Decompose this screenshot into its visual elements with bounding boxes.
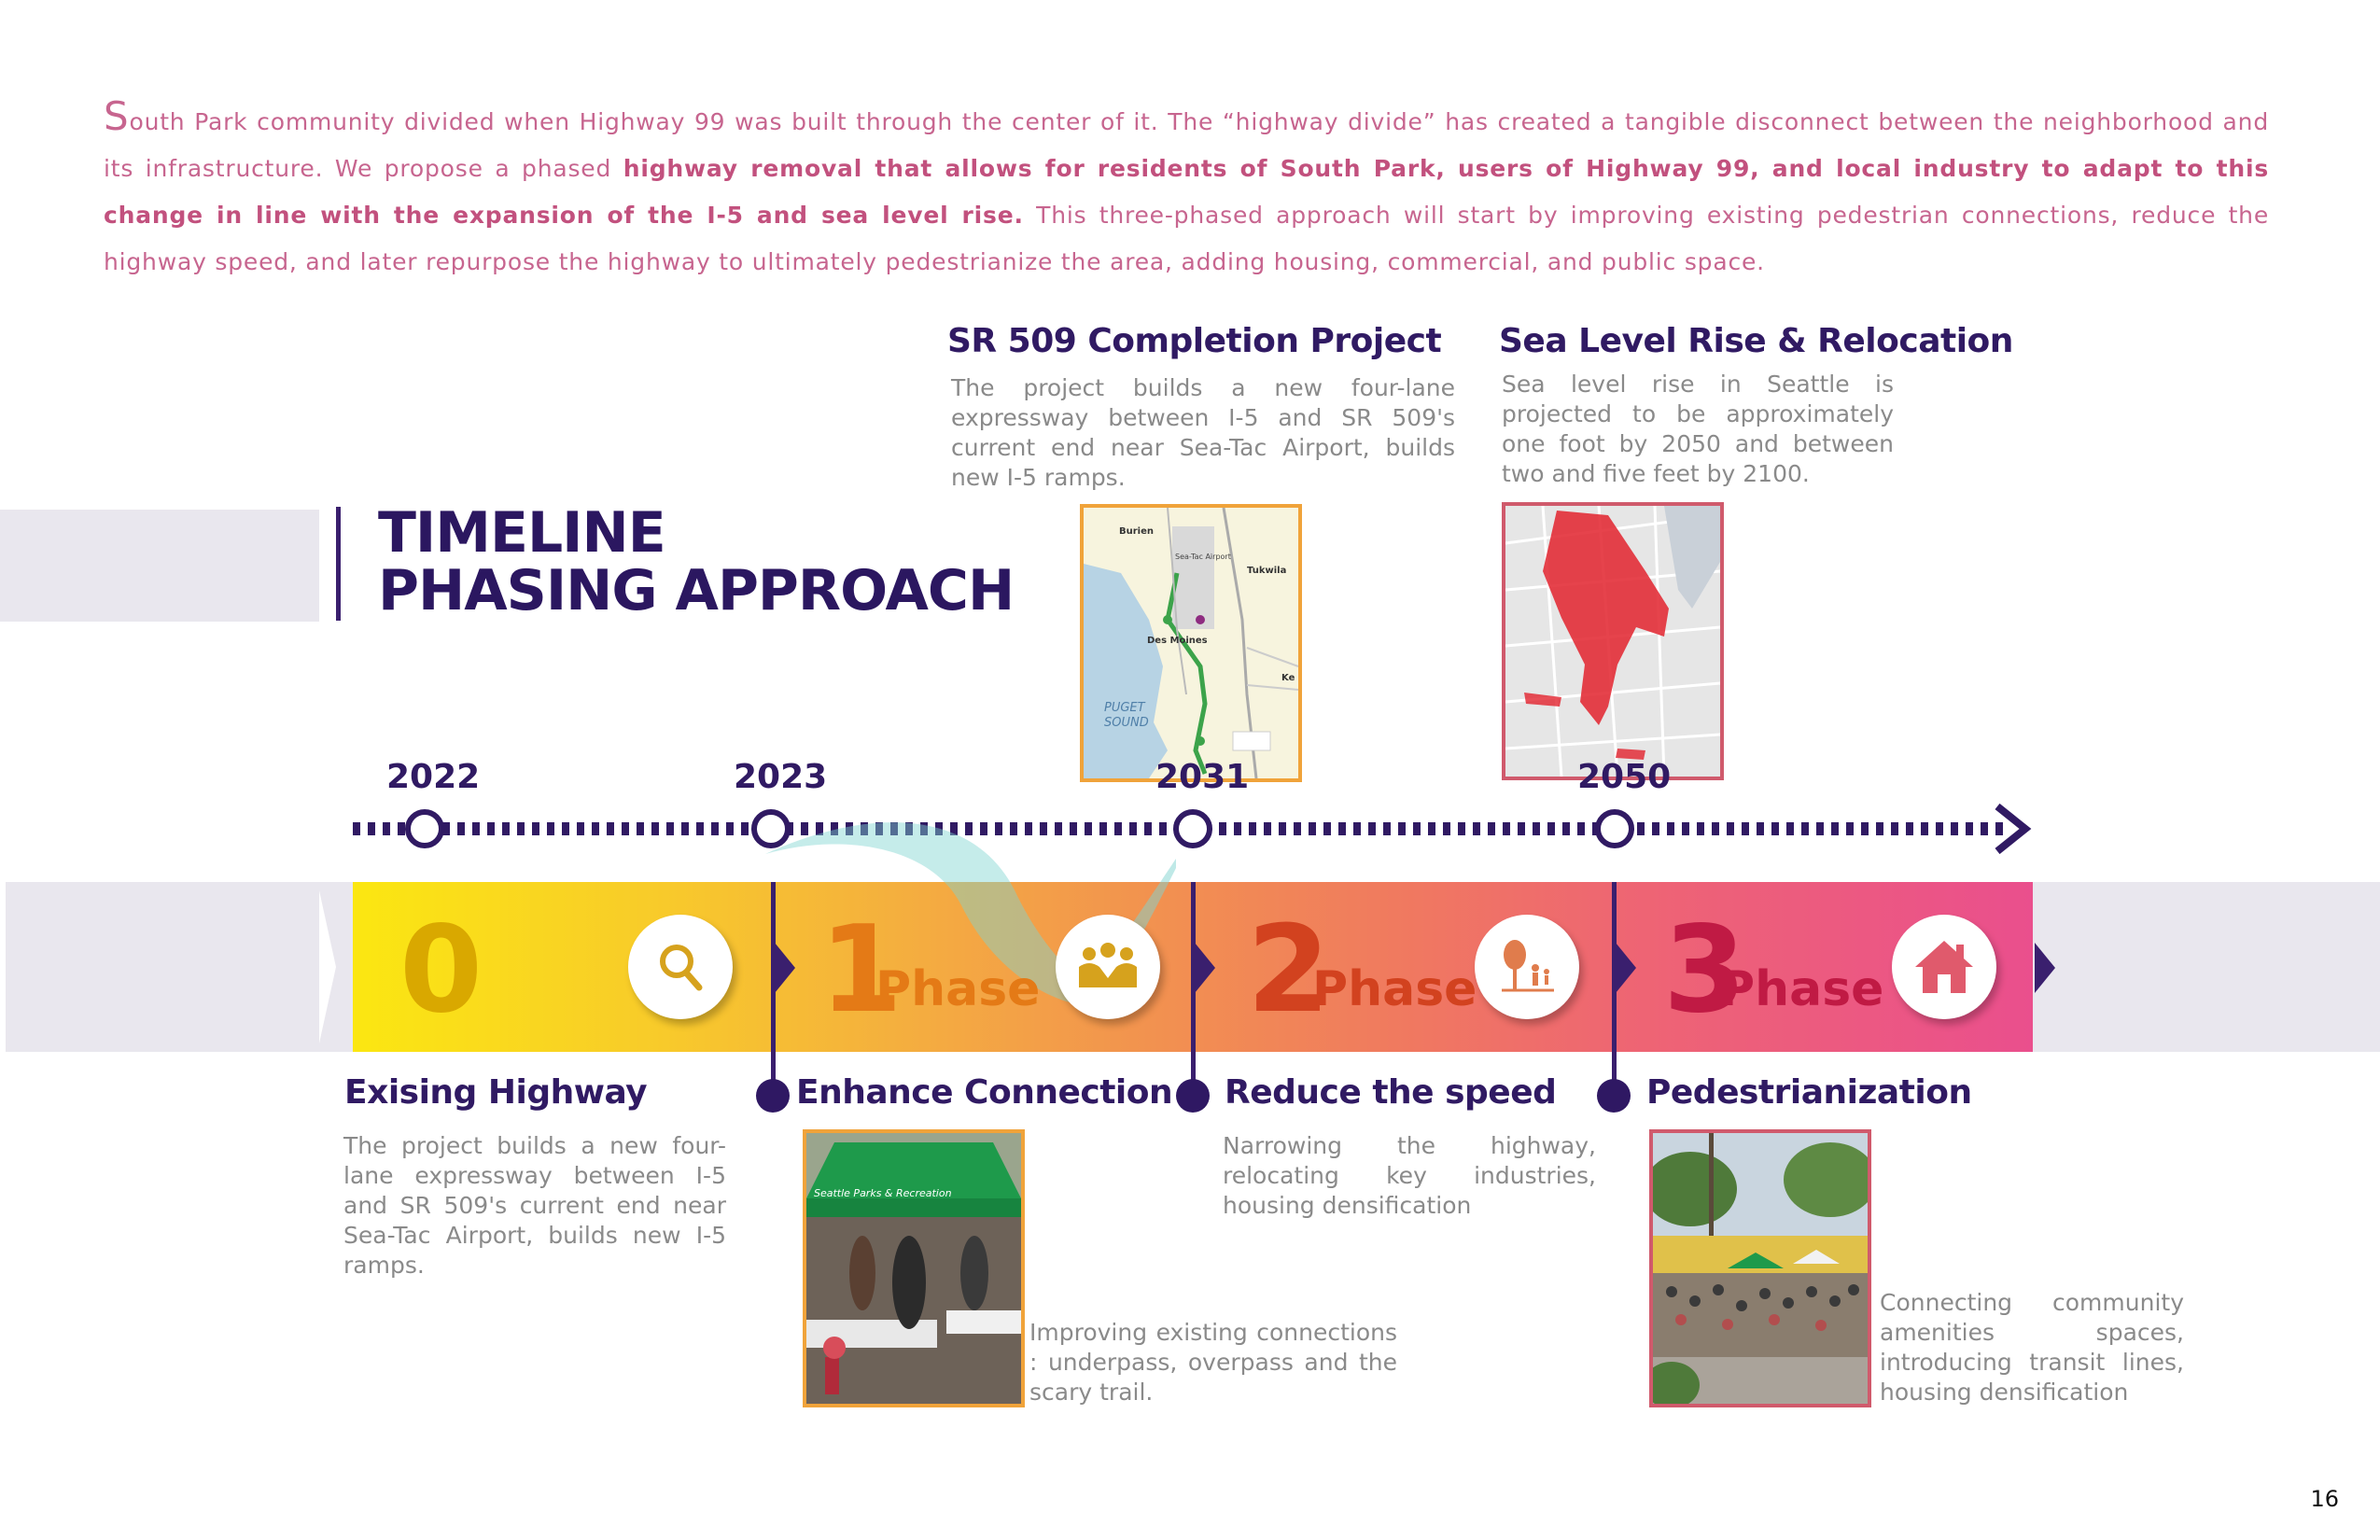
year-2022: 2022	[386, 758, 481, 796]
intro-text-1: outh Park community divided when Highway 99 was built through the center of it. The “highway divide” has created a tangible disconnect between the neighborhood and its infrastructure. We propose a phased	[104, 108, 2269, 182]
sea-level-map-svg	[1505, 506, 1720, 777]
intro-text-bold: highway removal that allows for residents of South Park, users of Highway 99, and local industry to adapt to this change in line with the expansion of the I-5 and sea level rise.	[104, 155, 2269, 229]
divider-arrow-3	[1616, 943, 1638, 993]
map-label-seatac: Sea-Tac Airport	[1175, 553, 1231, 561]
left-grey-band	[6, 882, 319, 1052]
phase-1-label: Phase	[875, 961, 1041, 1017]
phase-3-label: Phase	[1719, 961, 1884, 1017]
title-line-2: PHASING APPROACH	[378, 558, 1015, 623]
map-label-desmoines: Des Moines	[1147, 636, 1208, 646]
park-family-icon	[1475, 915, 1579, 1019]
phase-3-number: 3	[1663, 901, 1747, 1040]
map-label-puget: PUGET	[1104, 701, 1145, 715]
map-label-burien: Burien	[1119, 526, 1155, 537]
phase-2-label: Phase	[1312, 961, 1477, 1017]
search-icon	[628, 915, 733, 1019]
sea-level-map-image	[1502, 502, 1724, 780]
phase-dot-2	[1176, 1079, 1210, 1113]
title-line-1: TIMELINE	[378, 500, 665, 566]
phase-2-number: 2	[1247, 901, 1331, 1040]
divider-arrow-2	[1195, 943, 1217, 993]
sr509-map-svg	[1084, 508, 1298, 778]
phase-dot-1	[756, 1079, 790, 1113]
pedestrianization-text: Connecting community amenities spaces, introducing transit lines, housing densification	[1880, 1289, 2184, 1406]
map-label-ke: Ke	[1281, 673, 1295, 683]
enhance-connection-title: Enhance Connection	[796, 1073, 1173, 1112]
existing-highway-text: The project builds a new four-lane expressway between I-5 and SR 509's current end near Sea-Tac Airport, builds new I-5 ramps.	[343, 1132, 726, 1279]
year-2023: 2023	[734, 758, 828, 796]
intro-text-2: This three-phased approach will start by improving existing pedestrian connections, reduce the highway speed, and later repurpose the highway to ultimately pedestrianize the area, adding housing, commercial, and public space.	[104, 202, 2269, 275]
divider-arrow-1	[775, 943, 797, 993]
phase-dot-3	[1597, 1079, 1631, 1113]
sea-level-title: Sea Level Rise & Relocation	[1499, 322, 2013, 360]
photo-sign-text: Seattle Parks & Recreation	[814, 1187, 952, 1199]
title-divider	[336, 507, 341, 621]
sr509-title: SR 509 Completion Project	[947, 322, 1442, 360]
festival-crowd-photo	[1649, 1129, 1871, 1407]
home-icon	[1892, 915, 1996, 1019]
timeline-arrow	[345, 801, 2044, 857]
community-icon	[1056, 915, 1160, 1019]
left-title-band	[0, 510, 319, 622]
sr509-map-image	[1080, 504, 1302, 782]
milestone-2022	[408, 812, 441, 846]
map-label-tukwila: Tukwila	[1247, 566, 1287, 576]
page-number: 16	[2310, 1486, 2339, 1512]
intro-drop-cap: S	[104, 93, 130, 139]
sea-level-text: Sea level rise in Seattle is projected to be approximately one foot by 2050 and between two and five feet by 2100.	[1502, 371, 1894, 487]
left-band-chevron	[317, 882, 355, 1052]
sr509-text: The project builds a new four-lane expressway between I-5 and SR 509's current end near Sea-Tac Airport, builds new I-5 ramps.	[951, 374, 1455, 491]
enhance-connection-text: Improving existing connections : underpass, overpass and the scary trail.	[1029, 1319, 1397, 1406]
phase-0-number: 0	[399, 901, 483, 1040]
community-event-photo	[803, 1129, 1025, 1407]
reduce-speed-title: Reduce the speed	[1225, 1073, 1557, 1112]
page-title	[378, 500, 1015, 623]
pedestrianization-title: Pedestrianization	[1646, 1073, 1972, 1112]
divider-arrow-end	[2035, 943, 2057, 993]
reduce-speed-text: Narrowing the highway, relocating key industries, housing densification	[1223, 1132, 1596, 1219]
year-2031: 2031	[1155, 758, 1250, 796]
phase-1-number: 1	[819, 901, 903, 1040]
map-label-sound: SOUND	[1104, 716, 1149, 730]
right-grey-band	[2067, 882, 2380, 1052]
year-2050: 2050	[1577, 758, 1672, 796]
intro-paragraph	[104, 93, 2269, 286]
existing-highway-title: Exising Highway	[344, 1073, 648, 1112]
milestone-2050	[1598, 812, 1631, 846]
